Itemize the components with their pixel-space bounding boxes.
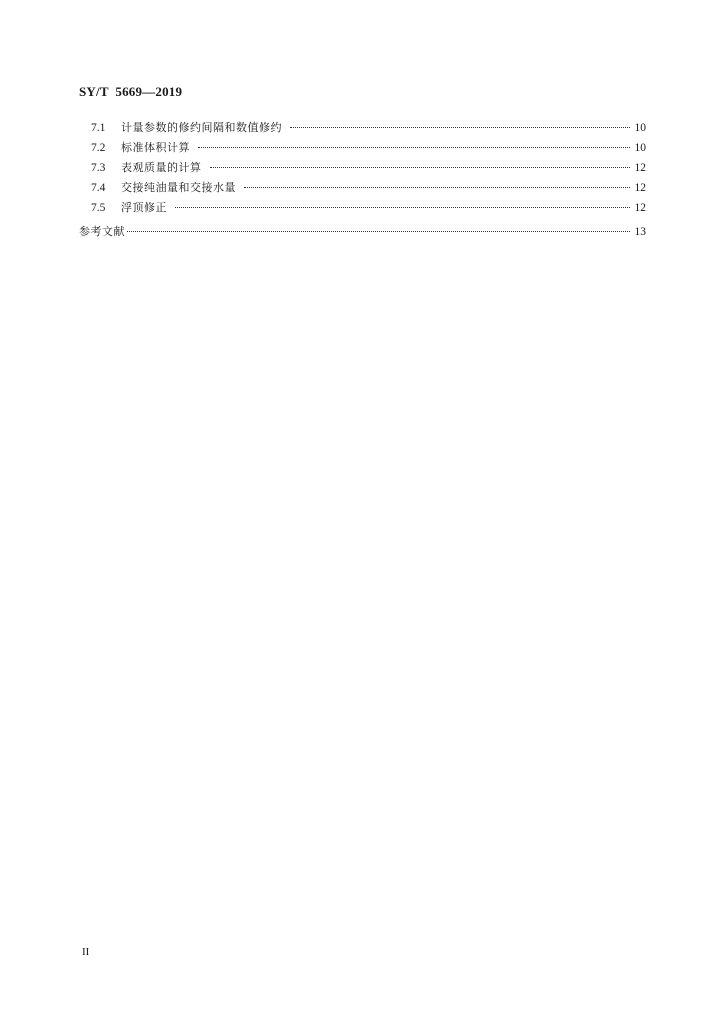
toc-leader-dots <box>290 127 630 128</box>
toc-leader-dots <box>210 167 631 168</box>
toc-leader-dots <box>127 231 630 232</box>
toc-entry-page: 12 <box>634 182 646 194</box>
toc-entry-title: 标准体积计算 <box>121 141 190 154</box>
toc-entry-number: 7.2 <box>91 142 106 154</box>
toc-entry-page: 12 <box>634 162 646 174</box>
toc-entry-page: 10 <box>634 122 646 134</box>
toc-entry-title: 参考文献 <box>79 225 125 238</box>
standard-code: SY/T 5669—2019 <box>79 84 183 99</box>
toc-entry-title: 浮顶修正 <box>121 201 167 214</box>
toc-entry-title: 计量参数的修约间隔和数值修约 <box>121 121 282 134</box>
toc-entry-number: 7.1 <box>91 122 106 134</box>
toc-entry-7-4[interactable] <box>79 178 646 198</box>
page-number: II <box>82 946 90 958</box>
toc-entry-7-1[interactable] <box>79 118 646 138</box>
toc-entry-page: 13 <box>634 226 646 238</box>
toc-entry-references[interactable] <box>79 222 646 242</box>
toc-entry-title: 表观质量的计算 <box>121 161 202 174</box>
table-of-contents <box>79 118 646 242</box>
toc-entry-title: 交接纯油量和交接水量 <box>121 181 236 194</box>
toc-entry-7-2[interactable] <box>79 138 646 158</box>
toc-leader-dots <box>198 147 630 148</box>
toc-entry-number: 7.5 <box>91 202 106 214</box>
toc-entry-number: 7.3 <box>91 162 106 174</box>
toc-entry-7-5[interactable] <box>79 198 646 218</box>
toc-leader-dots <box>175 207 630 208</box>
toc-leader-dots <box>244 187 630 188</box>
toc-entry-page: 10 <box>634 142 646 154</box>
toc-entry-7-3[interactable] <box>79 158 646 178</box>
toc-entry-page: 12 <box>634 202 646 214</box>
toc-entry-number: 7.4 <box>91 182 106 194</box>
